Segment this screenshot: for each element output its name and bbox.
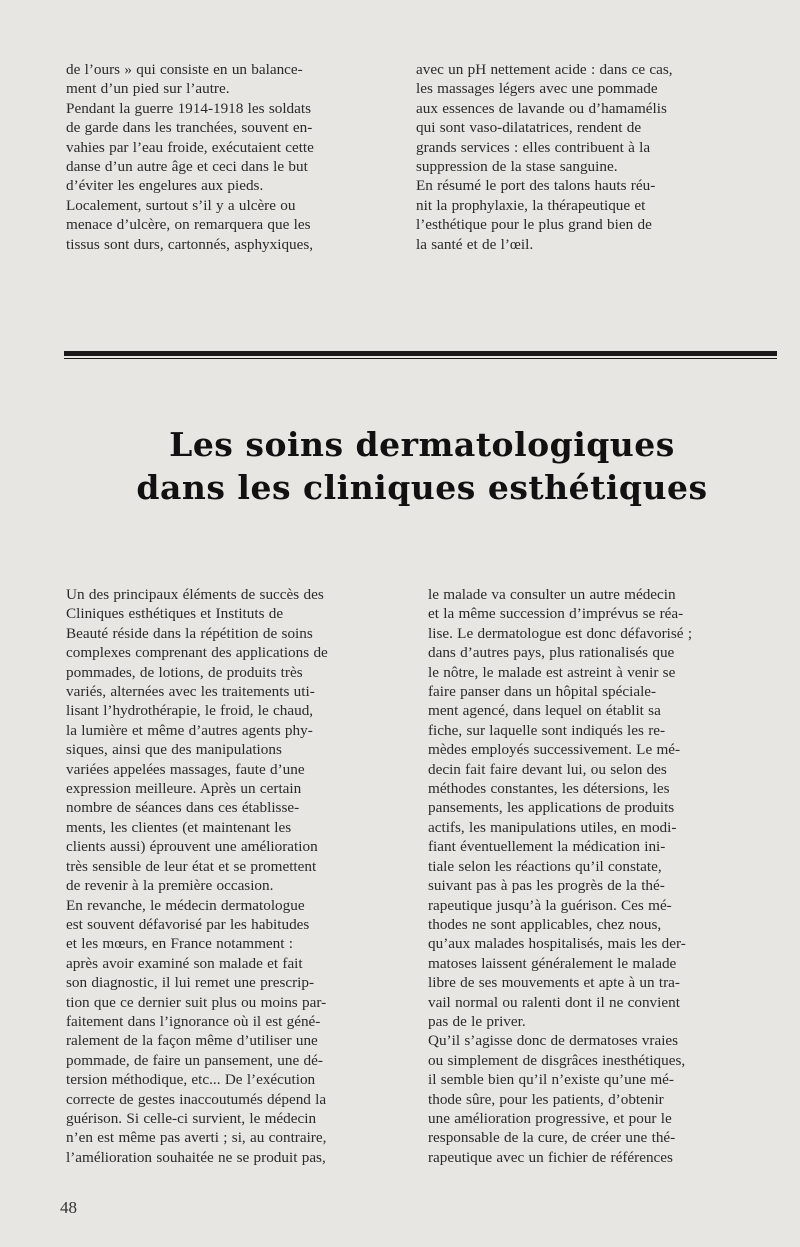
text-line: actifs, les manipulations utiles, en modi- <box>428 818 677 836</box>
text-line: l’amélioration souhaitée ne se produit pas, <box>66 1148 326 1166</box>
text-line: siques, ainsi que des manipulations <box>66 741 282 759</box>
text-line: rapeutique avec un fichier de références <box>428 1148 673 1166</box>
section-divider-thin <box>64 358 777 359</box>
text-line: rapeutique jusqu’à la guérison. Ces mé- <box>428 896 672 914</box>
article-left-column <box>66 585 421 1167</box>
text-line: libre de ses mouvements et apte à un tra- <box>428 974 680 992</box>
text-line: fiche, sur laquelle sont indiqués les re- <box>428 721 666 739</box>
text-line: avec un pH nettement acide : dans ce cas, <box>416 61 673 78</box>
text-line: variées appelées massages, faute d’une <box>66 760 305 778</box>
text-line: pas de le priver. <box>428 1012 526 1030</box>
text-line: thode sûre, pour les patients, d’obtenir <box>428 1090 664 1108</box>
text-line: fiant éventuellement la médication ini- <box>428 838 666 856</box>
text-line: expression meilleure. Après un certain <box>66 780 302 798</box>
text-line: decin fait faire devant lui, ou selon des <box>428 760 667 778</box>
text-line: de l’ours » qui consiste en un balance- <box>66 61 303 78</box>
text-line: tersion méthodique, etc... De l’exécution <box>66 1071 316 1089</box>
section-divider-thick <box>64 351 777 356</box>
article-right-column <box>428 585 782 1167</box>
text-line: tiale selon les réactions qu’il constate, <box>428 857 662 875</box>
text-line: les massages légers avec une pommade <box>416 80 658 98</box>
text-line: et les mœurs, en France notamment : <box>66 935 293 953</box>
text-line: faire panser dans un hôpital spéciale- <box>428 683 657 701</box>
text-line: ment d’un pied sur l’autre. <box>66 80 230 98</box>
text-line: danse d’un autre âge et ceci dans le but <box>66 158 308 176</box>
text-line: correcte de gestes inaccoutumés dépend la <box>66 1090 327 1108</box>
text-line: ralement de la façon même d’utiliser une <box>66 1032 318 1050</box>
text-line: suppression de la stase sanguine. <box>416 158 618 176</box>
text-line: mèdes employés successivement. Le mé- <box>428 741 681 759</box>
text-line: ment agencé, dans lequel on établit sa <box>428 702 661 720</box>
text-line: aux essences de lavande ou d’hamamélis <box>416 99 667 117</box>
text-line: complexes comprenant des applications de <box>66 644 328 662</box>
text-line: ments, les clientes (et maintenant les <box>66 818 292 836</box>
text-line: lise. Le dermatologue est donc défavorisé ; <box>428 624 693 642</box>
text-line: très sensible de leur état et se promettent <box>66 857 317 875</box>
top-left-column <box>66 60 421 254</box>
text-line: Cliniques esthétiques et Instituts de <box>66 605 284 623</box>
text-line: Beauté réside dans la répétition de soins <box>66 624 313 642</box>
text-line: responsable de la cure, de créer une thé- <box>428 1129 676 1147</box>
text-line: variés, alternées avec les traitements uti- <box>66 683 315 701</box>
text-line: pansements, les applications de produits <box>428 799 675 817</box>
text-line: est souvent défavorisé par les habitudes <box>66 915 310 933</box>
text-line: tissus sont durs, cartonnés, asphyxiques, <box>66 235 314 253</box>
text-line: pommades, de lotions, de produits très <box>66 663 303 681</box>
text-line: grands services : elles contribuent à la <box>416 138 651 156</box>
text-line: après avoir examiné son malade et fait <box>66 954 303 972</box>
text-line: menace d’ulcère, on remarquera que les <box>66 216 311 234</box>
text-line: dans d’autres pays, plus rationalisés que <box>428 644 675 662</box>
text-line: faitement dans l’ignorance où il est géné- <box>66 1012 321 1030</box>
text-line: il semble bien qu’il n’existe qu’une mé- <box>428 1071 674 1089</box>
text-line: guérison. Si celle-ci survient, le médecin <box>66 1109 317 1127</box>
text-line: d’éviter les engelures aux pieds. <box>66 177 264 195</box>
article-title-line-1: Les soins dermatologiques <box>169 425 675 464</box>
text-line: En revanche, le médecin dermatologue <box>66 896 305 914</box>
text-line: tion que ce dernier suit plus ou moins par- <box>66 993 327 1011</box>
text-line: l’esthétique pour le plus grand bien de <box>416 216 652 234</box>
text-line: Pendant la guerre 1914-1918 les soldats <box>66 99 312 117</box>
text-line: une amélioration progressive, et pour le <box>428 1109 672 1127</box>
text-line: le nôtre, le malade est astreint à venir se <box>428 663 676 681</box>
text-line: qui sont vaso-dilatatrices, rendent de <box>416 119 642 137</box>
text-line: thodes ne sont applicables, chez nous, <box>428 915 662 933</box>
text-line: qu’aux malades hospitalisés, mais les der- <box>428 935 686 953</box>
text-line: suivant pas à pas les progrès de la thé- <box>428 877 665 895</box>
text-line: En résumé le port des talons hauts réu- <box>416 177 656 195</box>
top-right-column <box>416 60 778 254</box>
text-line: nit la prophylaxie, la thérapeutique et <box>416 196 646 214</box>
text-line: pommade, de faire un pansement, une dé- <box>66 1051 323 1069</box>
page-number: 48 <box>60 1198 77 1217</box>
text-line: Qu’il s’agisse donc de dermatoses vraies <box>428 1032 679 1050</box>
text-line: matoses laissent généralement le malade <box>428 954 677 972</box>
text-line: clients aussi) éprouvent une amélioration <box>66 838 318 856</box>
text-line: nombre de séances dans ces établisse- <box>66 799 300 817</box>
text-line: son diagnostic, il lui remet une prescrip- <box>66 974 315 992</box>
text-line: lisant l’hydrothérapie, le froid, le chaud, <box>66 702 314 720</box>
text-line: de garde dans les tranchées, souvent en- <box>66 119 313 137</box>
text-line: Localement, surtout s’il y a ulcère ou <box>66 196 296 214</box>
text-line: le malade va consulter un autre médecin <box>428 586 676 603</box>
text-line: la lumière et même d’autres agents phy- <box>66 721 313 739</box>
text-line: vail normal ou ralenti dont il ne convient <box>428 993 680 1011</box>
text-line: n’en est même pas averti ; si, au contraire, <box>66 1129 327 1147</box>
text-line: méthodes constantes, les détersions, les <box>428 780 670 798</box>
text-line: et la même succession d’imprévus se réa- <box>428 605 684 623</box>
text-line: Un des principaux éléments de succès des <box>66 586 324 603</box>
text-line: de revenir à la première occasion. <box>66 877 274 895</box>
text-line: la santé et de l’œil. <box>416 235 534 253</box>
text-line: vahies par l’eau froide, exécutaient cette <box>66 138 314 156</box>
article-title-line-2: dans les cliniques esthétiques <box>136 468 708 507</box>
text-line: ou simplement de disgrâces inesthétiques, <box>428 1051 686 1069</box>
